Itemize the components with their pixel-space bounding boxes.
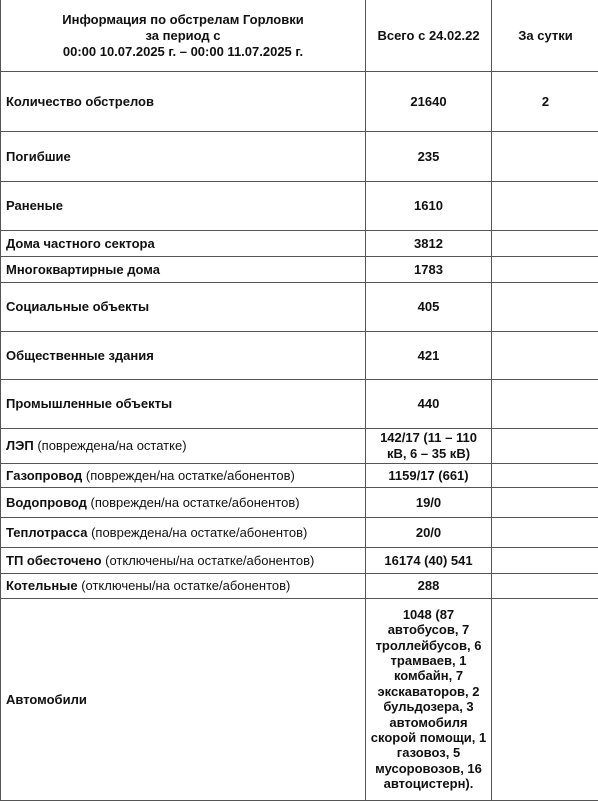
row-day: [492, 332, 598, 380]
row-label-title: Погибшие: [6, 149, 71, 164]
row-label-title: Дома частного сектора: [6, 236, 155, 251]
row-label-note: (отключены/на остатке/абонентов): [102, 553, 315, 568]
row-label: [1, 380, 366, 429]
row-total-text: 1048 (87 автобусов, 7 троллейбусов, 6 трамваев, 1 комбайн, 7 экскаваторов, 2 бульдозера, 3 автомобиля скорой помощи, 1 газовоз, 5 мусоровозов, 16 автоцистерн).: [370, 607, 488, 792]
row-label-title: Автомобили: [6, 692, 87, 707]
row-label: [1, 488, 366, 518]
row-total: 20/0: [366, 518, 492, 548]
row-label: [1, 182, 366, 231]
row-label: [1, 599, 366, 801]
table-row: [1, 132, 598, 182]
row-total: 288: [366, 574, 492, 599]
row-label-note: (повреждена/на остатке): [34, 438, 187, 453]
row-total: [366, 429, 492, 464]
row-total: 1610: [366, 182, 492, 231]
row-total: 3812: [366, 231, 492, 257]
row-label-title: Социальные объекты: [6, 299, 149, 314]
row-label-title: Многоквартирные дома: [6, 262, 160, 277]
table-row: [1, 429, 598, 464]
table-row: [1, 182, 598, 231]
row-label-title: Котельные: [6, 578, 78, 593]
row-label-note: (поврежден/на остатке/абонентов): [87, 495, 300, 510]
row-day: 2: [492, 72, 598, 132]
row-label: [1, 518, 366, 548]
report-title-line2: за период с: [1, 28, 365, 44]
row-label-title: Промышленные объекты: [6, 396, 172, 411]
table-row: [1, 548, 598, 574]
row-total: 405: [366, 283, 492, 332]
row-day: [492, 231, 598, 257]
column-header-day: За сутки: [492, 0, 598, 72]
row-total: 1783: [366, 257, 492, 283]
row-label-title: Теплотрасса: [6, 525, 87, 540]
table-row: [1, 574, 598, 599]
row-day: [492, 548, 598, 574]
row-day: [492, 518, 598, 548]
table-row: [1, 599, 598, 801]
row-total: 16174 (40) 541: [366, 548, 492, 574]
row-label: [1, 548, 366, 574]
row-label: [1, 283, 366, 332]
row-day: [492, 257, 598, 283]
row-total: 21640: [366, 72, 492, 132]
row-day: [492, 283, 598, 332]
table-row: [1, 231, 598, 257]
table-row: [1, 488, 598, 518]
table-row: [1, 380, 598, 429]
row-label: [1, 429, 366, 464]
table-header-row: [1, 0, 598, 72]
row-label: [1, 72, 366, 132]
table-row: [1, 72, 598, 132]
row-day: [492, 429, 598, 464]
row-label: [1, 464, 366, 488]
row-label-note: (поврежден/на остатке/абонентов): [82, 468, 295, 483]
table-row: [1, 257, 598, 283]
table-row: [1, 283, 598, 332]
row-label-title: Раненые: [6, 198, 63, 213]
row-label: [1, 574, 366, 599]
row-label-title: Газопровод: [6, 468, 82, 483]
row-label: [1, 257, 366, 283]
row-day: [492, 488, 598, 518]
row-day: [492, 464, 598, 488]
row-total: 421: [366, 332, 492, 380]
row-label: [1, 231, 366, 257]
row-day: [492, 599, 598, 801]
row-label-title: Водопровод: [6, 495, 87, 510]
row-total: 235: [366, 132, 492, 182]
row-day: [492, 380, 598, 429]
row-label: [1, 132, 366, 182]
row-day: [492, 574, 598, 599]
row-day: [492, 132, 598, 182]
row-label-title: Количество обстрелов: [6, 94, 154, 109]
row-total: [366, 599, 492, 801]
column-header-total: Всего с 24.02.22: [366, 0, 492, 72]
report-title-line1: Информация по обстрелам Горловки: [1, 12, 365, 28]
report-title-line3: 00:00 10.07.2025 г. – 00:00 11.07.2025 г.: [1, 44, 365, 60]
row-label-title: ТП обесточено: [6, 553, 102, 568]
table-row: [1, 464, 598, 488]
row-total: 440: [366, 380, 492, 429]
row-label: [1, 332, 366, 380]
table-row: [1, 332, 598, 380]
row-day: [492, 182, 598, 231]
row-label-note: (отключены/на остатке/абонентов): [78, 578, 291, 593]
report-title: [1, 0, 366, 72]
row-label-note: (повреждена/на остатке/абонентов): [87, 525, 307, 540]
row-label-title: Общественные здания: [6, 348, 154, 363]
row-total: 1159/17 (661): [366, 464, 492, 488]
row-label-title: ЛЭП: [6, 438, 34, 453]
table-row: [1, 518, 598, 548]
row-total-text: 142/17 (11 – 110 кВ, 6 – 35 кВ): [370, 430, 488, 461]
row-total: 19/0: [366, 488, 492, 518]
